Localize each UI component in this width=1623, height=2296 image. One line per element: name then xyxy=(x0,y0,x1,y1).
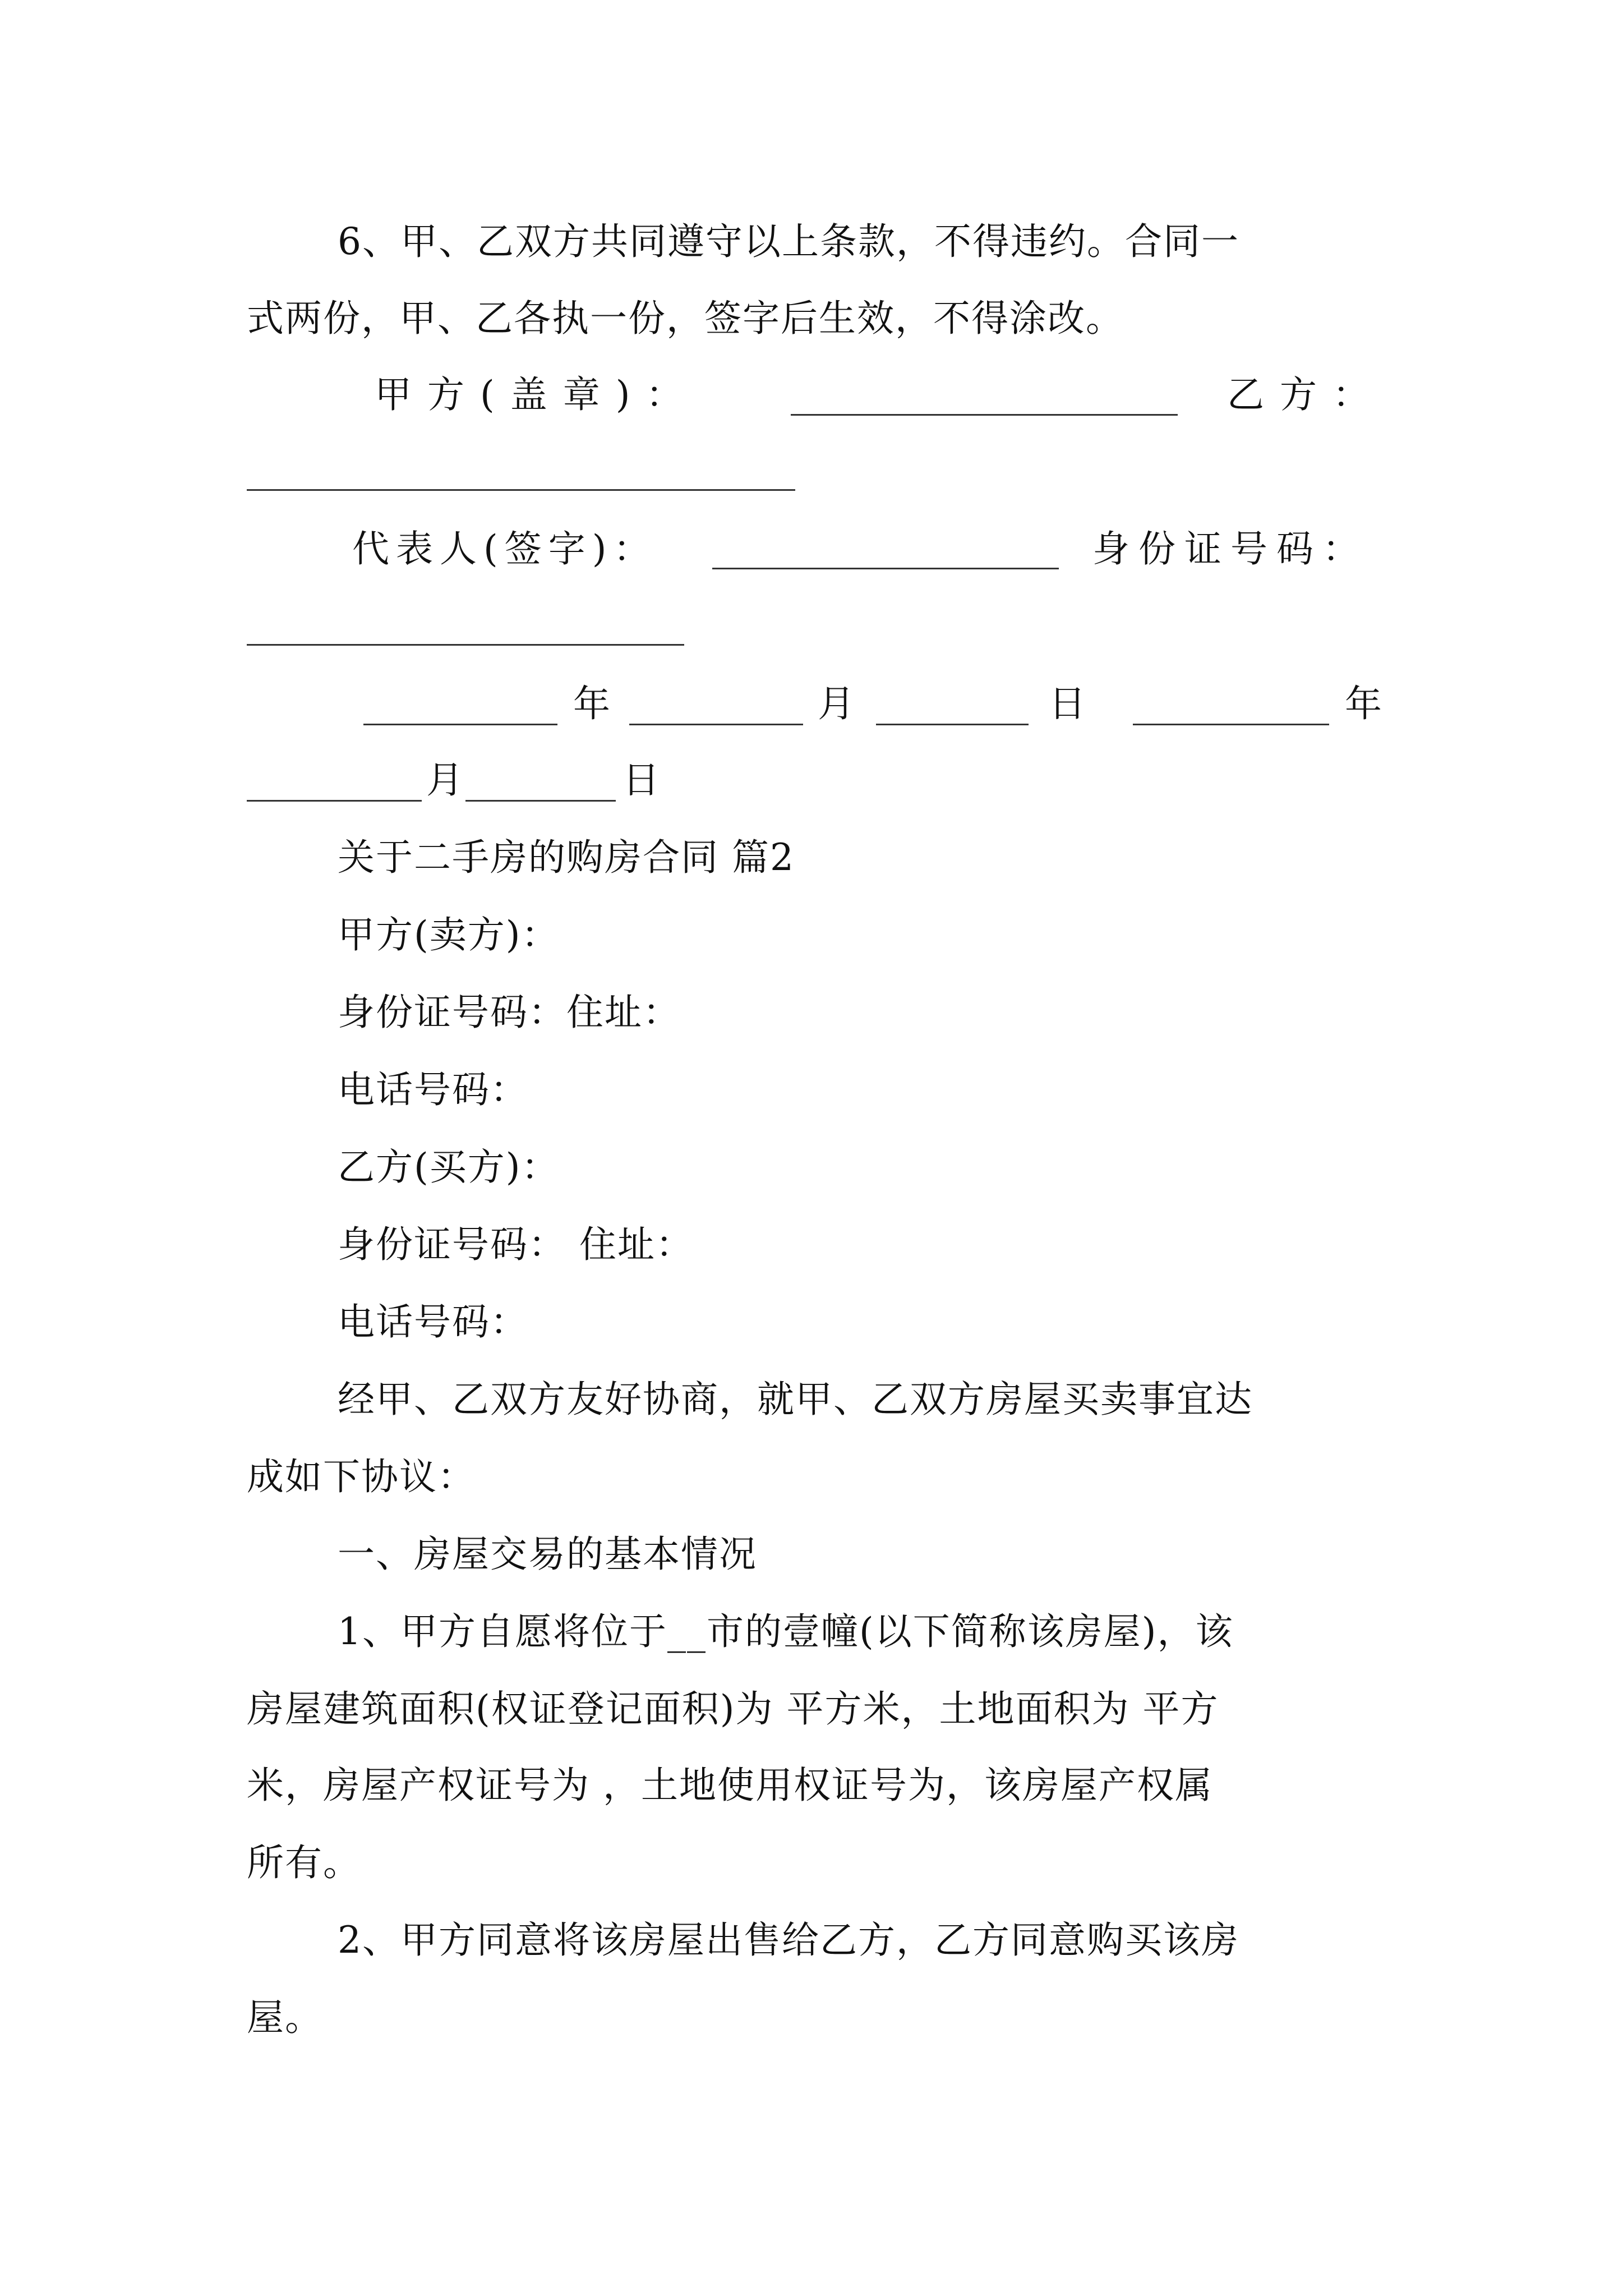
date-a-month-blank xyxy=(629,724,803,725)
date-a-year-label: 年 xyxy=(573,682,611,725)
item-1-line-1: 1、甲方自愿将位于__市的壹幢(以下简称该房屋)，该 xyxy=(338,1610,1234,1653)
date-b-year-label: 年 xyxy=(1345,682,1383,725)
intro-line-2: 成如下协议： xyxy=(247,1455,476,1498)
date-b-year-blank xyxy=(1133,724,1329,725)
party-a-signature-line xyxy=(791,414,1178,416)
clause-6-line-1: 6、甲、乙双方共同遵守以上条款，不得违约。合同一 xyxy=(338,220,1239,263)
date-b-day-blank xyxy=(465,800,616,802)
intro-line-1: 经甲、乙双方友好协商，就甲、乙双方房屋买卖事宜达 xyxy=(338,1378,1253,1421)
party-a-seal-label: 甲方(盖章)： xyxy=(375,373,699,416)
party-b-signature-line xyxy=(247,489,795,491)
buyer-label: 乙方(买方)： xyxy=(338,1145,560,1189)
item-1-line-3: 米，房屋产权证号为 ，土地使用权证号为，该房屋产权属 xyxy=(247,1764,1213,1807)
buyer-id-address: 身份证号码： 住址： xyxy=(338,1223,694,1266)
item-2-line-2: 屋。 xyxy=(247,1996,323,2039)
part-1-title: 一、房屋交易的基本情况 xyxy=(338,1533,757,1576)
id-number-line xyxy=(247,644,684,646)
section-2-heading: 关于二手房的购房合同 篇2 xyxy=(338,836,795,879)
buyer-phone: 电话号码： xyxy=(338,1300,528,1343)
item-2-line-1: 2、甲方同意将该房屋出售给乙方，乙方同意购买该房 xyxy=(338,1918,1239,1962)
item-1-line-4: 所有。 xyxy=(247,1841,361,1884)
seller-phone: 电话号码： xyxy=(338,1068,528,1111)
id-number-label: 身份证号码： xyxy=(1092,527,1368,570)
date-a-day-blank xyxy=(876,724,1029,725)
date-a-year-blank xyxy=(363,724,557,725)
seller-label: 甲方(卖方)： xyxy=(338,913,560,956)
party-b-label: 乙方： xyxy=(1227,373,1385,416)
representative-label: 代表人(签字)： xyxy=(352,527,657,570)
date-a-day-label: 日 xyxy=(1049,682,1087,725)
date-b-month-blank xyxy=(247,800,422,802)
item-1-line-2: 房屋建筑面积(权证登记面积)为 平方米，土地面积为 平方 xyxy=(247,1687,1219,1731)
representative-signature-line xyxy=(712,568,1059,569)
clause-6-line-2: 式两份，甲、乙各执一份，签字后生效，不得涂改。 xyxy=(247,297,1124,340)
date-a-month-label: 月 xyxy=(818,682,856,725)
date-b-day-label: 日 xyxy=(623,758,661,802)
date-b-month-label: 月 xyxy=(426,758,464,802)
seller-id-address: 身份证号码：住址： xyxy=(338,991,681,1034)
